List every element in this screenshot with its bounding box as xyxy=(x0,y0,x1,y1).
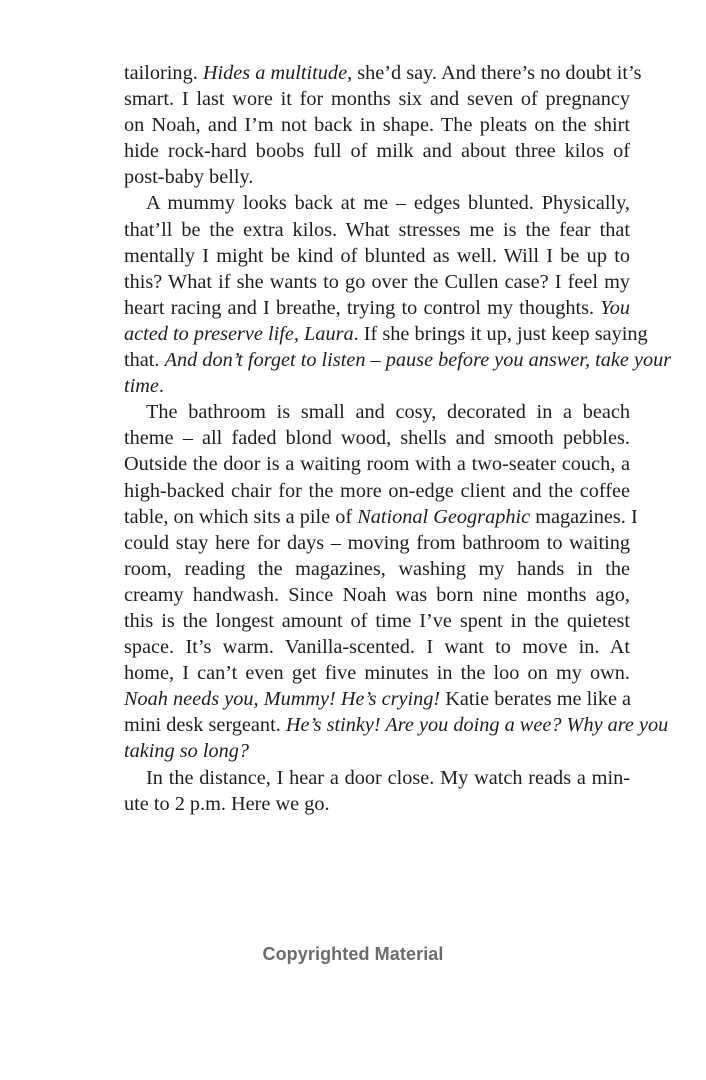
text-line xyxy=(124,712,669,738)
italic-text: time xyxy=(124,375,159,398)
text-line xyxy=(124,295,630,321)
text-run: that’ll be the extra kilos. What stresses me is the fear that xyxy=(124,218,630,241)
text-run: mini desk sergeant. xyxy=(124,714,286,737)
text-line xyxy=(124,112,630,138)
body-text xyxy=(124,60,672,817)
text-run: could stay here for days – moving from bathroom to waiting xyxy=(124,531,630,554)
text-run: A mummy looks back at me – edges blunted. Physically, xyxy=(146,192,630,215)
text-run: The bathroom is small and cosy, decorated in a beach xyxy=(146,401,630,424)
text-line xyxy=(124,765,630,791)
text-line xyxy=(124,608,630,634)
text-run: table, on which sits a pile of xyxy=(124,505,358,528)
text-run: on Noah, and I’m not back in shape. The pleats on the shirt xyxy=(124,114,630,137)
text-line xyxy=(124,321,648,347)
text-run: post-baby belly. xyxy=(124,166,254,189)
copyright-notice: Copyrighted Material xyxy=(262,944,444,964)
text-run: theme – all faded blond wood, shells and smooth pebbles. xyxy=(124,427,630,450)
text-run: In the distance, I hear a door close. My watch reads a min- xyxy=(146,766,630,789)
italic-text: You xyxy=(600,296,630,319)
text-run: room, reading the magazines, washing my hands in the xyxy=(124,557,630,580)
text-line xyxy=(124,164,630,190)
text-run: , she’d say. And there’s no doubt it’s xyxy=(347,62,642,84)
text-line xyxy=(124,530,630,556)
text-run: smart. I last wore it for months six and seven of pregnancy xyxy=(124,88,630,111)
text-line xyxy=(124,582,630,608)
text-line xyxy=(124,347,672,373)
italic-text: acted to preserve life, Laura xyxy=(124,322,354,345)
text-line xyxy=(124,686,630,712)
text-line xyxy=(124,373,630,399)
text-run: . If she brings it up, just keep saying xyxy=(353,322,648,345)
italic-text: He’s stinky! Are you doing a wee? Why are you xyxy=(285,714,669,737)
text-run: . xyxy=(158,375,164,398)
text-run: high-backed chair for the more on-edge client and the coffee xyxy=(124,479,630,502)
text-line xyxy=(124,634,630,660)
text-line xyxy=(124,425,630,451)
text-line xyxy=(124,243,630,269)
text-line xyxy=(124,738,630,764)
text-line xyxy=(124,217,630,243)
paragraph xyxy=(124,765,630,817)
text-run: creamy handwash. Since Noah was born nine months ago, xyxy=(124,583,630,606)
italic-text: Hides a multitude xyxy=(202,62,348,84)
text-run: mentally I might be kind of blunted as well. Will I be up to xyxy=(124,244,630,267)
text-line xyxy=(124,504,638,530)
paragraph xyxy=(124,190,672,399)
text-line xyxy=(124,660,630,686)
text-run: tailoring. xyxy=(124,62,203,84)
text-run: this is the longest amount of time I’ve spent in the quietest xyxy=(124,609,630,632)
text-run: this? What if she wants to go over the Cullen case? I feel my xyxy=(124,270,630,293)
italic-text: And don’t forget to listen – pause before you answer, take your xyxy=(164,349,672,372)
text-run: Katie berates me like a xyxy=(440,688,632,711)
text-run: that. xyxy=(124,349,165,372)
text-run: ute to 2 p.m. Here we go. xyxy=(124,792,330,815)
text-run: space. It’s warm. Vanilla-scented. I want to move in. At xyxy=(124,636,630,659)
text-line xyxy=(124,791,630,817)
text-line xyxy=(124,86,630,112)
text-run: Outside the door is a waiting room with a two-seater couch, a xyxy=(124,453,630,476)
italic-text: Noah needs you, Mummy! He’s crying! xyxy=(124,688,441,711)
text-line xyxy=(124,451,630,477)
text-line xyxy=(124,190,630,216)
italic-text: taking so long? xyxy=(124,740,250,763)
text-run: hide rock-hard boobs full of milk and about three kilos of xyxy=(124,140,630,163)
paragraph xyxy=(124,399,669,764)
text-line xyxy=(124,478,630,504)
text-run: magazines. I xyxy=(530,505,638,528)
italic-text: National Geographic xyxy=(357,505,531,528)
text-line xyxy=(124,138,630,164)
text-run: heart racing and I breathe, trying to control my thoughts. xyxy=(124,296,601,319)
text-line xyxy=(124,399,630,425)
text-line xyxy=(124,556,630,582)
text-run: home, I can’t even get five minutes in the loo on my own. xyxy=(124,662,630,685)
text-line xyxy=(124,60,642,86)
text-line xyxy=(124,269,630,295)
paragraph xyxy=(124,60,642,190)
